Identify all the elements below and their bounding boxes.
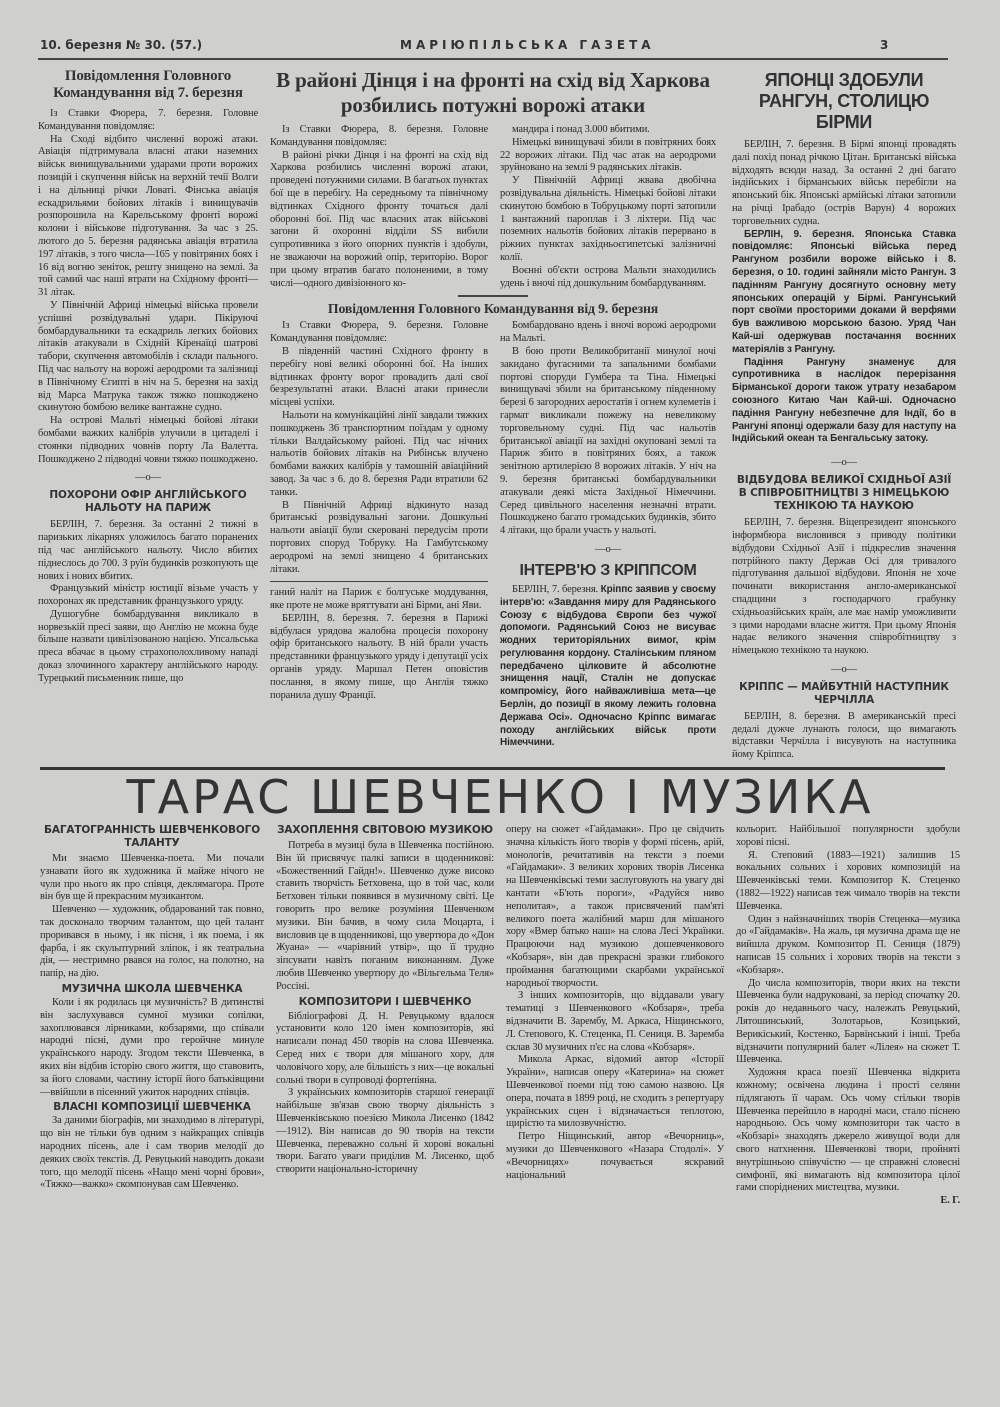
paragraph: Ми знаємо Шевченка-поета. Ми почали узнавати його як художника й майже нічого не чули про нього як про співця, деклямагора. Проте він був ще й прекрасним музикантом.: [40, 853, 264, 903]
paragraph: Один з найзначніших творів Стеценка—музика до «Гайдамаків». На жаль, ця музична драма ще не вийшла друком. Композитор П. Сениця (1879) написав 15 сольних і хорових творів на тексти з «Кобзаря».: [736, 913, 960, 976]
issue-date-number: 10. березня № 30. (57.): [40, 38, 203, 52]
paragraph: мандира і понад 3.000 вбитими.: [512, 124, 650, 135]
paragraph: У Північній Африці жвава двобічна розвідувальна діяльність. Німецькі бойові літаки скинутою бомбою в Тобруцькому порті затопили 1 вантажний пароплав і 3 ліхтери. Під час поземних нальотів бойових літаків перервано в ріжних пунктах західньоєгипетські залізничні колії.: [500, 175, 716, 263]
subheading: КОМПОЗИТОРИ І ШЕВЧЕНКО: [298, 995, 472, 1008]
paragraph: Нальоти на комунікаційні лінії завдали тяжких пошкоджень 36 транспортним поїздам у одному тільки Валдайському районі. Під час нічних нальотів бойових літаків на Рибінськ влучено бомбами важких калібрів у тамошній авіаційний завод. За час з 6. до 8. березня Ради втратили 62 танки.: [270, 409, 488, 498]
article-command-9-march-col-a: [270, 320, 488, 576]
paragraph: оперу на сюжет «Гайдамаки». Про це свідчить значна кількість його творів у формі пісень, арій, монологів, речитативів на тексти з поеми «Гайдамаки». З великих хорових творів Лисенка на Шевченківські теми заслуговують на увагу дві кантати «Б'ють пороги», «Радуйся ниво неполитая», а також присвячений пам'яті великого поета жалібний марш для мішаного хору «Вмер батько наш» на слова Лесі Українки. Працюючи над музикою дошевченкового «Кобзаря», він дав прекрасні зразки глибокого проймання багатющими скарбами української народньої творчости.: [506, 824, 724, 989]
column-1: [38, 68, 258, 686]
paragraph: БЕРЛІН, 7. березня. За останні 2 тижні в паризьких лікарнях уложилось багато поранених під час англійського нальоту. Число вбитих піднеслось до 700. З руїн будинків розкопують ще нових і нових вбитих.: [38, 519, 258, 582]
subheading: МУЗИЧНА ШКОЛА ШЕВЧЕНКА: [61, 983, 243, 996]
shevchenko-col-4: [736, 824, 960, 1208]
article-donets-col-b: [500, 124, 716, 290]
page-number: 3: [880, 38, 889, 52]
dateline: БЕРЛІН, 7. березня.: [512, 583, 598, 595]
shevchenko-col-3: [506, 824, 724, 1182]
author-signature: Е. Г.: [940, 1195, 960, 1207]
separator: —o—: [831, 663, 857, 675]
middle-left-column: [270, 320, 488, 702]
paragraph: Потреба в музиці була в Шевченка постійною. Він їй присвячує палкі записи в щоденникові: «Божественний Гайдн!». Шевченко дуже високо ставить творчість Бетховена, що в той час, коли Бетховен тільки появився в музичному світі. Це говорить про велике розуміння Шевченком музики. Він бачив, в чому сила Моцарта, і висловив це в щоденникові, що увертюра до «Дон Жуана» — «чарівний утвір», що її трудно зіпсувати навіть поганим виконанням. Дуже любив Шевченко увертюру до «Вільгельма Теля» Россіні.: [276, 840, 494, 992]
subheading: ЗАХОПЛЕННЯ СВІТОВОЮ МУЗИКОЮ: [277, 824, 493, 837]
shevchenko-col-1: [40, 824, 264, 1192]
paragraph: Бібліографові Д. Н. Ревуцькому вдалося установити коло 120 імен композиторів, які написали понад 450 творів на слова Шевченка. Серед них є твори для мішаного хору, для чоловічого хору, але більшість з них—це вокальні сольні твори в супроводі фортепіяна.: [276, 1010, 494, 1086]
main-headline: В районі Дінця і на фронті на схід від Харкова розбились потужні ворожі атаки: [276, 68, 710, 117]
shevchenko-section: [40, 824, 1000, 1208]
paragraph: Я. Степовий (1883—1921) залишив 15 вокальних сольних і хорових композицій на Шевченківські теми. Композитор К. Стеценко (1882—1922) написав теж чимало творів на тексти Шевченка.: [736, 849, 960, 912]
paragraph: Падіння Рангуну знаменує для супротивника в наслідок перерізання Бірманської дороги також утрату незабаром союзного Китаю Чан Кай-ші. Одночасно падіння Рангуну небезпечне для Індії, бо в Рангуні японці одержали базу для наступу на Індійський океан та Бенгальську затоку.: [732, 356, 956, 445]
separator: —o—: [595, 543, 621, 555]
paragraph: У Північній Африці німецькі війська провели успішні розвідувальні удари. Пікіруючі бомбардувальники та ескадриль легких бойових літаків атакували в Східній Кіренаїці шатрові табори, скупчення автомобілів і склади пального. Під час нальоту на ворожі аеродроми та залізниці в Північному Єгипті в ніч на 5. березня на захід від Марса Матрука також тяжко пошкоджено скинутою бомбою велике вантажне судно.: [38, 299, 258, 414]
paragraph: кольорит. Найбільшої популярности здобули хорові пісні.: [736, 824, 960, 848]
paragraph: Микола Аркас, відомий автор «Історії України», написав оперу «Катерина» на сюжет Шевченкової поеми під тою самою назвою. Ця опера, почата в 1899 році, не сходить з репертуару українських сцен і відзначається теплотою, щирістю та милозвучністю.: [506, 1054, 724, 1130]
shevchenko-col-2: [276, 824, 494, 1177]
subheading: БАГАТОГРАННІСТЬ ШЕВЧЕНКОВОГО ТАЛАНТУ: [43, 824, 260, 850]
paragraph: [500, 584, 716, 750]
headline: ІНТЕРВ'Ю З КРІППСОМ: [519, 561, 697, 579]
paragraph: Коли і як родилась ця музичність? В дитинстві він заслухувався сумної музики сопілки, захоплювався лірниками, кобзарями, що співали народні пісні, думи про геройчне минуле українського народу. Згодом тексти Шевченка, в яких він відбив історію свого життя, що ставовить, за його словами, частину історії його батьківщини—ввійшли в пісенний ужиток народних співців.: [40, 997, 264, 1098]
column-rule: [270, 581, 488, 582]
paragraph: Душогубне бомбардування викликало в норвезькій пресі заяви, що Англію не можна буде більше назвати цивілізованою нацією. Упсальська преса вбачає в цьому страхополохливому нападі доказ злочинного характеру англійського народу. Турецький письменник пише, що: [38, 608, 258, 684]
section-title: ТАРАС ШЕВЧЕНКО І МУЗИКА: [126, 770, 874, 825]
middle-columns: [270, 68, 716, 750]
subheading: ВЛАСНІ КОМПОЗИЦІЇ ШЕВЧЕНКА: [53, 1101, 251, 1114]
paragraph: За даними біографів, ми знаходимо в літературі, що він не тільки був одним з найкращих співців народних пісень, але і сам творив мелодії до деяких своїх текстів. Д. Ревуцький наводить докази того, що мелодії пісень «Нащо мені чорні брови», «Тяжко—важко» скомпонував сам Шевченко.: [40, 1115, 264, 1191]
paragraph: Воєнні об'єкти острова Мальти знаходились удень і вночі під дошкульним бомбардуванням.: [500, 264, 716, 289]
headline: Повідомлення Головного Командування від 9. березня: [327, 301, 659, 317]
paragraph: З українських композиторів старшої генерації найбільше зв'язав свою творчу діяльність з Шевченківською поезією Микола Лисенко (1842—1912). Він написав до 90 творів на тексти Шевченка, переважно сольні й хорові вокальні твори. Багато уваги приділив М. Лисенко, щоб створити національно-історичну: [276, 1087, 494, 1176]
paragraph: В південній частині Східного фронту в перебігу нові великі оборонні бої. На інших відтинках фронту ворог провадить далі свої безрезультатні атаки. Власні атаки принесли місцеві успіхи.: [270, 345, 488, 409]
paragraph: БЕРЛІН, 8. березня. 7. березня в Парижі відбулася урядова жалобна процесія похорону офір британського нальоту. В ній брали участь представники французького уряду і депутації усіх органів уряду. Маршал Петен оповістив послання, в якому пише, що Англія тяжко поранила душу Франції.: [270, 612, 488, 701]
interview-text: Кріппс заявив у своєму інтерв'ю: «Завдання миру для Радянського Союзу є відбудова Європи без чужої допомоги. Радянський Союз не висуває жодних територіяльних вимог, крім регулювання кордону. Сталінським пляном передбачено цілковите й абсолютне знищення нації, Сталін не допускає компромісу, його найважливіша мета—це Берлін, до позиції в якому лежить головна Держава Осі». Одночасно Кріппс вимагає походу англійських військ проти Німеччини.: [500, 583, 716, 749]
paragraph: БЕРЛІН, 7. березня. Віцепрезидент японського інформбюра висловився з приводу політики відбудови Східньої Азії і підкреслив значення потрійного пакту Держав Осі для тривалого підготування дальшої відбудови. Японія не хоче починати використання англо-американської спадщини з господарчого грабунку східньоазійських країн, але має намір уможливити з цими народами власне життя. При цьому Японія надає великого значення співробітництву з німецькою технікою та наукою.: [732, 517, 956, 657]
paragraph: Французький міністр юстиції візьме участь у похоронах як представник французького уряду.: [38, 583, 258, 608]
paragraph: Петро Ніщинський, автор «Вечорниць», музики до Шевченкового «Назара Стодолі». У «Вечорницях» почувається яскравий національний: [506, 1131, 724, 1181]
headline: ПОХОРОНИ ОФІР АНГЛІЙСЬКОГО НАЛЬОТУ НА ПАРИЖ: [49, 489, 247, 515]
article-cripps-interview: [500, 543, 716, 750]
article-paris-continued: [270, 587, 488, 702]
paragraph: З інших композиторів, що віддавали увагу тематиці з Шевченкового «Кобзаря», треба відзначити В. Зарембу, М. Аркаса, Ніщинського, Л. Степового, К. Стеценка, П. Сениця. В. Заремба склав 30 музичних п'єс на слова «Кобзаря».: [506, 990, 724, 1053]
paragraph: В районі річки Дінця і на фронті на схід від Харкова розбились численні ворожі атаки, проведені потужними силами. В багатьох пунктах бої ще в перебігу. На середньому та північному відтинках Східного фронту точаться далі оборонні бої. Під час власних атак військові загони й охоронні відділи SS вибили супротивника з його опорних пунктів і здобули, не зважаючи на ворожий опір, територію. Ворог при цьому втратив багато полоненими, в тому числі—одного дивізіонного ко-: [270, 149, 488, 289]
article-command-9-march-col-b: [500, 320, 716, 538]
headline: КРІППС — МАЙБУТНІЙ НАСТУПНИК ЧЕРЧІЛЛА: [739, 680, 949, 706]
paragraph: Художня краса поезії Шевченка відкрита кожному; освічена людина і прості селяни підлягають її чарам. Ось чому стільки творів Шевченка перейшло в народні маси, стало піснею народньою. Ось чому композитори так часто в «Кобзарі» знаходять джерело живущої води для свого натхнення. Шевченкові твори, пройняті внутрішньою співучістю — це справжні словесні симфонії, які вимагають від композитора цілої гами споріднених мистецтва, музики.: [736, 1067, 960, 1194]
paragraph: В Північній Африці відкинуто назад британські розвідувальні загони. Дошкульні нальоти авіації були скеровані передусім проти портових споруд Тобруку. На Гамбутському аеродромі на землі знищено 4 британських літаки.: [270, 499, 488, 575]
top-section: [38, 0, 1000, 762]
separator-dash: [458, 295, 528, 297]
paragraph: Із Ставки Фюрера, 9. березня. Головне Командування повідомляє:: [270, 320, 488, 345]
paragraph: На острові Мальті німецькі бойові літаки бомбами важких калібрів улучили в цитаделі і стоянки підводних човнів порту Ла Валетта. Пошкоджено 2 підводні човни тяжко пошкоджено.: [38, 415, 258, 465]
paragraph: На Сході відбито численні ворожі атаки. Авіація підтримувала власні атаки наземних військ винищувальними ударами проти ворожих позицій і скупчення військ на верхній течії Волги і на дільниці річки Ловаті. Фінська авіація ескадрильями бойових літаків і винищувачів розпорошила на Карельському фронті ворожі колони і військове підготування. За час з 25. лютого до 5. березня радянська авіація втратила 197 літаків, з того числа—165 у повітряних боях і 16 від вогню зеніток, решту знищено на землі. За той самий час наші втрати на Східному фронті—31 літак.: [38, 133, 258, 299]
paragraph: ганий наліт на Париж є болгуське моддування, яке проте не може вряттувати ані Бірми, ані Яви.: [270, 587, 488, 612]
paragraph: Шевченко — художник, обдарований так повно, так досконало творчим талантом, що цей талант проривався в ньому, і як пісня, і як поема, і як фарба, і як скульптурний зліпок, і як театральна дія, — нестримно рвався на голос, на полотно, на папір, на дію.: [40, 904, 264, 980]
paragraph: Німецькі винищувачі збили в повітряних боях 22 ворожих літаки. Під час атак на аеродроми зруйновано на землі 9 радянських літаків.: [500, 136, 716, 174]
newspaper-title: МАРІЮПІЛЬСЬКА ГАЗЕТА: [400, 38, 655, 52]
headline: ВІДБУДОВА ВЕЛИКОЇ СХІДНЬОЇ АЗІЇ В СПІВРОБІТНИЦТВІ З НІМЕЦЬКОЮ ТЕХНІКОЮ ТА НАУКОЮ: [736, 474, 952, 513]
paragraph: Із Ставки Фюрера, 7. березня. Головне Командування повідомляє:: [38, 108, 258, 132]
paragraph: БЕРЛІН, 9. березня. Японська Ставка повідомляє: Японські війська перед Рангуном розбили вороже військо і 8. березня, о 10. годині зайняли місто Рангун. З падінням Рангуну досягнуто основну мету японських операцій у Бірмі. Рангунський порт своїми просторими доками й верфями був важливою морською базою. Уряд Чан Кай-ші одержував постачання воєнних матеріялів з Рангуну.: [732, 228, 956, 355]
paragraph: До числа композиторів, твори яких на тексти Шевченка були надруковані, за період спочатку 20. років до недавнього часу, належать Ревуцький, Лятошинський, Золотарьов, Козицький, Верикіський, Костенко, Барвінський і інші. Треба відзначити популярний балет «Лілея» на сюжет Т. Шевченка.: [736, 977, 960, 1066]
middle-right-column: [500, 320, 716, 750]
separator: —o—: [135, 472, 161, 484]
paragraph: БЕРЛІН, 7. березня. В Бірмі японці провадять далі похід понад річкою Цітан. Британські війська відходять всюди назад. За останні 2 дні багато індійських і бірманських військ перебігли на японський бік. Японські армійські літаки затопили на річці Ірабадо (острів Варун) 4 ворожих торговельних судна.: [732, 139, 956, 227]
article-donets-col-a: [270, 124, 488, 290]
paragraph: В бою проти Великобританії минулої ночі закидано фугасними та запальними бомбами портові споруди Гумбера та Тіна. Німецькі винищувачі збили на британському південному березі 6 загородних аеростатів і огнем кулеметів і гармат викликали пожежу на невеликому торговельному судні. Під час нальотів британської авіації на західні окуповані землі та Париж збито в повітряних боях, а також зенітною артилерією 8 ворожих літаків. У ніч на 9. березня британські бомбардувальники атакували деякі міста Західньої Німеччини. Серед цивільного населення незначні втрати. Пошкоджено багато громадських будинків, збито 4 літаки, що брали участь у нальоті.: [500, 345, 716, 537]
paragraph: Із Ставки Фюрера, 8. березня. Головне Командування повідомляє:: [270, 124, 488, 148]
headline: Повідомлення Головного Командування від 7. березня: [53, 68, 243, 101]
paragraph: Бомбардовано вдень і вночі ворожі аеродроми на Мальті.: [500, 320, 716, 345]
paragraph: БЕРЛІН, 8. березня. В американській пресі дедалі дужче лунають голоси, що вимагають відставки Черчілла і висувують на наступника йому Кріппса.: [732, 710, 956, 761]
column-4: [732, 68, 956, 762]
headline: ЯПОНЦІ ЗДОБУЛИ РАНГУН, СТОЛИЦЮ БІРМИ: [758, 70, 930, 132]
separator: —o—: [831, 457, 857, 469]
